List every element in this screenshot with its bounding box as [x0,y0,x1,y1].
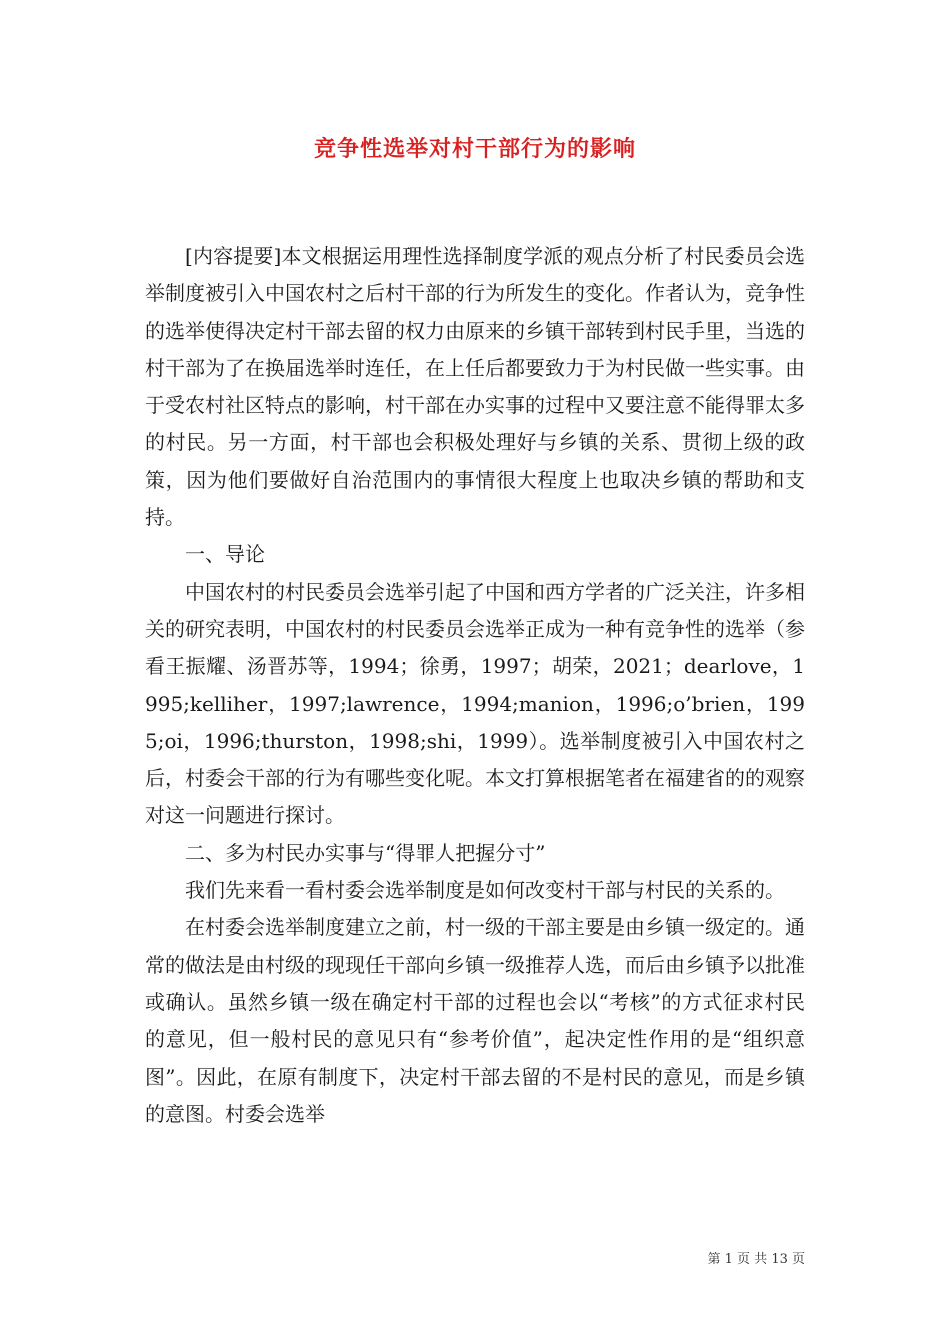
paragraph-introduction: 中国农村的村民委员会选举引起了中国和西方学者的广泛关注，许多相关的研究表明，中国农村的村民委员会选举正成为一种有竞争性的选举（参看王振耀、汤晋苏等，1994；徐勇，1997；胡荣，2021；dearlove，1995;kelliher，1997;lawrence，1994;manion，1996;o’brien，1995;oi，1996;thurston，1998;shi，1999）。选举制度被引入中国农村之后，村委会干部的行为有哪些变化呢。本文打算根据笔者在福建省的的观察对这一问题进行探讨。 [145,579,805,828]
section-heading-introduction: 一、导论 [185,542,265,567]
paragraph-before-election: 在村委会选举制度建立之前，村一级的干部主要是由乡镇一级定的。通常的做法是由村级的现现任干部向乡镇一级推荐人选，而后由乡镇予以批准或确认。虽然乡镇一级在确定村干部的过程也会以“考核”的方式征求村民的意见，但一般村民的意见只有“参考价值”，起决定性作用的是“组织意图”。因此，在原有制度下，决定村干部去留的不是村民的意见，而是乡镇的意图。村委会选举 [145,915,805,1126]
section-heading-two: 二、多为村民办实事与“得罪人把握分寸” [185,840,546,865]
paragraph-abstract: [内容提要]本文根据运用理性选择制度学派的观点分析了村民委员会选举制度被引入中国农村之后村干部的行为所发生的变化。作者认为，竞争性的选举使得决定村干部去留的权力由原来的乡镇干部转到村民手里，当选的村干部为了在换届选举时连任，在上任后都要致力于为村民做一些实事。由于受农村社区特点的影响，村干部在办实事的过程中又要注意不能得罪太多的村民。另一方面，村干部也会积极处理好与乡镇的关系、贯彻上级的政策，因为他们要做好自治范围内的事情很大程度上也取决乡镇的帮助和支持。 [145,244,805,530]
document-body [145,238,805,1133]
document-title: 竞争性选举对村干部行为的影响 [313,137,636,162]
page-number-footer: 第 1 页 共 13 页 [707,1252,805,1267]
paragraph-relationship: 我们先来看一看村委会选举制度是如何改变村干部与村民的关系的。 [185,878,785,903]
